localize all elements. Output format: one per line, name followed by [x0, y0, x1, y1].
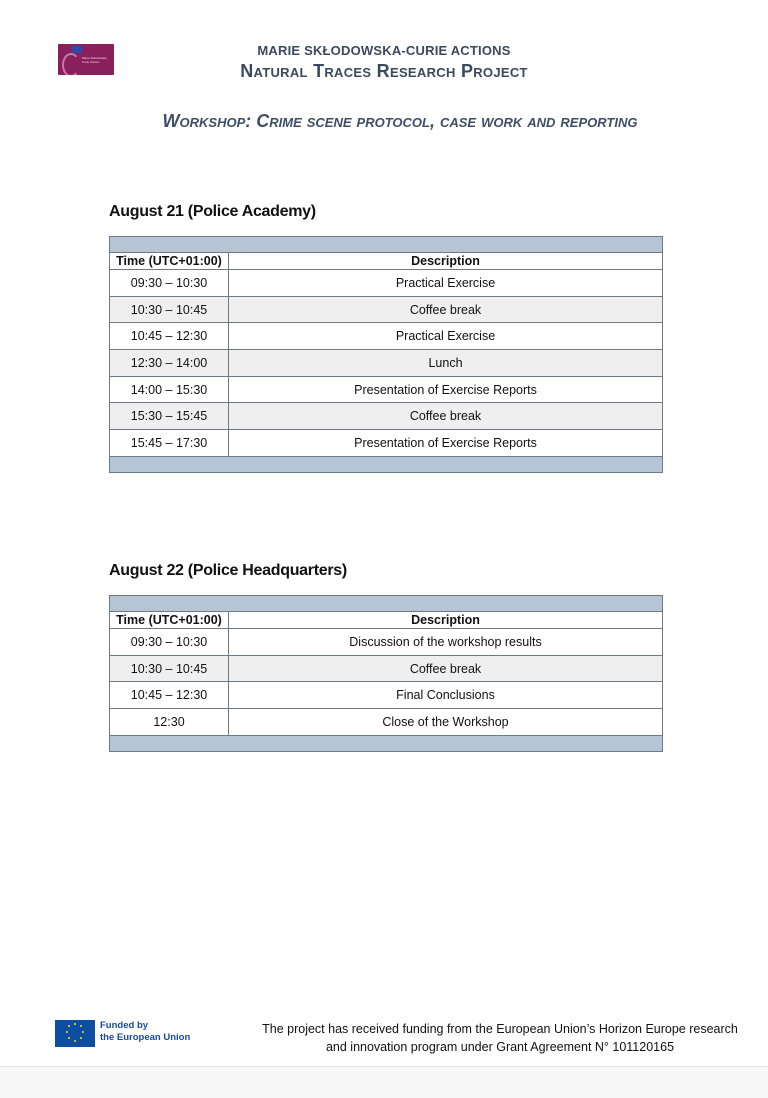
table-row [110, 403, 663, 430]
time-cell: 12:30 [110, 709, 229, 736]
day1-schedule-table [109, 236, 663, 473]
day2-schedule-table [109, 595, 663, 752]
time-column-header: Time (UTC+01:00) [110, 612, 229, 629]
description-cell: Close of the Workshop [229, 709, 663, 736]
table-row [110, 629, 663, 656]
description-cell: Practical Exercise [229, 323, 663, 350]
eu-funding-line2: the European Union [100, 1032, 191, 1043]
time-cell: 14:00 – 15:30 [110, 376, 229, 403]
time-cell: 12:30 – 14:00 [110, 350, 229, 377]
day1-title: August 21 (Police Academy) [109, 203, 316, 220]
table-band [110, 237, 663, 253]
page-bottom-strip [0, 1066, 768, 1098]
description-cell: Practical Exercise [229, 270, 663, 297]
project-title: Natural Traces Research Project [240, 61, 528, 81]
time-cell: 15:45 – 17:30 [110, 430, 229, 457]
description-cell: Presentation of Exercise Reports [229, 430, 663, 457]
description-cell: Lunch [229, 350, 663, 377]
description-cell: Coffee break [229, 296, 663, 323]
table-row [110, 270, 663, 297]
time-cell: 10:30 – 10:45 [110, 296, 229, 323]
description-cell: Discussion of the workshop results [229, 629, 663, 656]
table-band [110, 596, 663, 612]
table-row [110, 350, 663, 377]
table-header-row [110, 253, 663, 270]
description-cell: Final Conclusions [229, 682, 663, 709]
time-cell: 10:30 – 10:45 [110, 655, 229, 682]
description-cell: Coffee break [229, 655, 663, 682]
eu-funding-label [100, 1020, 190, 1044]
table-row [110, 709, 663, 736]
table-band [110, 735, 663, 751]
table-row [110, 376, 663, 403]
table-band [110, 456, 663, 472]
table-row [110, 430, 663, 457]
table-row [110, 682, 663, 709]
time-cell: 10:45 – 12:30 [110, 323, 229, 350]
time-cell: 10:45 – 12:30 [110, 682, 229, 709]
description-column-header: Description [229, 612, 663, 629]
funding-line2: and innovation program under Grant Agreement N° 101120165 [325, 1040, 675, 1054]
workshop-title: Workshop: Crime scene protocol, case work and reporting [162, 111, 638, 131]
description-cell: Coffee break [229, 403, 663, 430]
eu-flag-icon [55, 1020, 95, 1047]
funding-statement [240, 1020, 760, 1056]
table-header-row [110, 612, 663, 629]
time-cell: 09:30 – 10:30 [110, 270, 229, 297]
funding-line1: The project has received funding from the European Union’s Horizon Europe research [262, 1022, 738, 1036]
description-column-header: Description [229, 253, 663, 270]
time-cell: 09:30 – 10:30 [110, 629, 229, 656]
table-row [110, 655, 663, 682]
eu-funding-line1: Funded by [100, 1020, 149, 1031]
time-cell: 15:30 – 15:45 [110, 403, 229, 430]
table-row [110, 296, 663, 323]
description-cell: Presentation of Exercise Reports [229, 376, 663, 403]
org-title: MARIE SKŁODOWSKA-CURIE ACTIONS [257, 43, 511, 58]
day2-title: August 22 (Police Headquarters) [109, 562, 347, 579]
msca-logo-text: Marie Skłodowska-Curie Actions [82, 56, 108, 64]
table-row [110, 323, 663, 350]
time-column-header: Time (UTC+01:00) [110, 253, 229, 270]
